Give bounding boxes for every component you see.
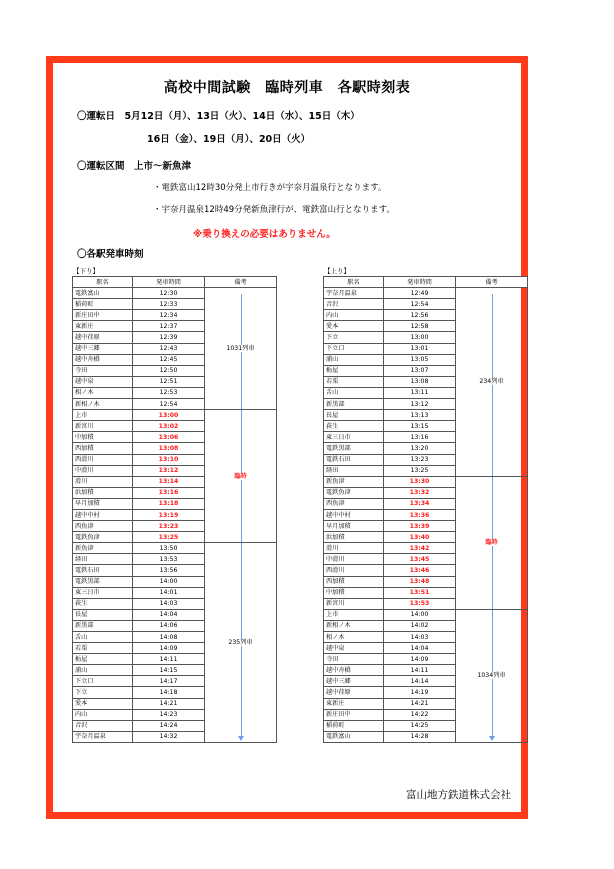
down-label: 【下り】 bbox=[73, 267, 99, 275]
departure-time: 13:25 bbox=[384, 465, 456, 476]
departure-time: 13:10 bbox=[133, 454, 205, 465]
remarks-cell bbox=[456, 476, 528, 609]
remarks-cell bbox=[205, 543, 277, 743]
departure-time: 14:11 bbox=[133, 654, 205, 665]
station-name: 越中荏原 bbox=[73, 332, 133, 343]
station-name: 越中荏原 bbox=[324, 687, 384, 698]
departure-time: 12:51 bbox=[133, 376, 205, 387]
departure-time: 14:11 bbox=[384, 665, 456, 676]
departure-time: 13:06 bbox=[133, 432, 205, 443]
station-name: 内山 bbox=[324, 310, 384, 321]
station-name: 新庄田中 bbox=[73, 310, 133, 321]
station-name: 電鉄魚津 bbox=[324, 487, 384, 498]
station-name: 宇奈月温泉 bbox=[324, 288, 384, 299]
header-station: 駅名 bbox=[324, 277, 384, 288]
header-station: 駅名 bbox=[73, 277, 133, 288]
station-name: 新黒部 bbox=[73, 620, 133, 631]
departure-time: 13:30 bbox=[384, 476, 456, 487]
station-name: 中加積 bbox=[324, 587, 384, 598]
departure-time: 14:23 bbox=[133, 709, 205, 720]
departure-time: 12:54 bbox=[133, 399, 205, 410]
station-name: 長屋 bbox=[73, 609, 133, 620]
departure-time: 13:48 bbox=[384, 576, 456, 587]
station-name: 舌山 bbox=[73, 632, 133, 643]
departure-time: 13:40 bbox=[384, 532, 456, 543]
page-title: 高校中間試験 臨時列車 各駅時刻表 bbox=[163, 80, 411, 96]
station-name: 寺田 bbox=[73, 365, 133, 376]
departure-time: 13:19 bbox=[133, 509, 205, 520]
operation-section: 〇運転区間 上市～新魚津 bbox=[77, 161, 192, 172]
departure-time: 14:28 bbox=[384, 731, 456, 742]
remarks-cell bbox=[456, 288, 528, 477]
no-transfer-notice: ※乗り換えの必要はありません。 bbox=[193, 229, 336, 240]
departure-time: 12:49 bbox=[384, 288, 456, 299]
departure-time: 13:08 bbox=[133, 443, 205, 454]
departure-time: 13:53 bbox=[384, 598, 456, 609]
station-name: 越中泉 bbox=[73, 376, 133, 387]
remarks-cell bbox=[205, 410, 277, 543]
departure-time: 14:02 bbox=[384, 620, 456, 631]
station-name: 新相ノ木 bbox=[324, 620, 384, 631]
station-name: 新宮川 bbox=[73, 421, 133, 432]
timetable-frame bbox=[46, 56, 528, 819]
table-row bbox=[324, 476, 528, 487]
station-name: 西魚津 bbox=[324, 498, 384, 509]
departure-time: 13:14 bbox=[133, 476, 205, 487]
down-timetable bbox=[72, 276, 277, 743]
station-name: 下立 bbox=[73, 687, 133, 698]
station-name: 新魚津 bbox=[73, 543, 133, 554]
departure-time: 13:08 bbox=[384, 376, 456, 387]
station-name: 荻生 bbox=[73, 598, 133, 609]
station-name: 舌山 bbox=[324, 387, 384, 398]
departure-time: 14:15 bbox=[133, 665, 205, 676]
times-heading: 〇各駅発車時刻 bbox=[77, 249, 144, 260]
station-name: 早月加積 bbox=[324, 521, 384, 532]
departure-time: 12:39 bbox=[133, 332, 205, 343]
departure-time: 13:56 bbox=[133, 565, 205, 576]
operation-days: 〇運転日 5月12日（月）、13日（火）、14日（水）、15日（木） bbox=[77, 111, 360, 122]
station-name: 愛本 bbox=[73, 698, 133, 709]
departure-time: 12:37 bbox=[133, 321, 205, 332]
station-name: 電鉄黒部 bbox=[73, 576, 133, 587]
departure-time: 13:20 bbox=[384, 443, 456, 454]
departure-time: 13:02 bbox=[133, 421, 205, 432]
station-name: 西魚津 bbox=[73, 521, 133, 532]
remarks-cell bbox=[456, 609, 528, 742]
departure-time: 13:25 bbox=[133, 532, 205, 543]
train-remark: 臨時 bbox=[485, 539, 498, 547]
departure-time: 13:23 bbox=[384, 454, 456, 465]
station-name: 中加積 bbox=[73, 432, 133, 443]
departure-time: 13:16 bbox=[384, 432, 456, 443]
station-name: 相ノ木 bbox=[324, 632, 384, 643]
station-name: 栃屋 bbox=[324, 365, 384, 376]
station-name: 音沢 bbox=[324, 299, 384, 310]
station-name: 愛本 bbox=[324, 321, 384, 332]
station-name: 電鉄富山 bbox=[73, 288, 133, 299]
departure-time: 12:50 bbox=[133, 365, 205, 376]
station-name: 下立口 bbox=[73, 676, 133, 687]
station-name: 電鉄黒部 bbox=[324, 443, 384, 454]
departure-time: 13:15 bbox=[384, 421, 456, 432]
station-name: 寺田 bbox=[324, 654, 384, 665]
departure-time: 12:58 bbox=[384, 321, 456, 332]
departure-time: 13:00 bbox=[133, 410, 205, 421]
departure-time: 14:09 bbox=[133, 643, 205, 654]
train-remark: 235列車 bbox=[228, 639, 253, 647]
station-name: 浦山 bbox=[324, 354, 384, 365]
header-time: 発車時間 bbox=[133, 277, 205, 288]
station-name: 荻生 bbox=[324, 421, 384, 432]
departure-time: 14:03 bbox=[133, 598, 205, 609]
departure-time: 13:34 bbox=[384, 498, 456, 509]
station-name: 中滑川 bbox=[73, 465, 133, 476]
station-name: 経田 bbox=[324, 465, 384, 476]
up-label: 【上り】 bbox=[324, 267, 350, 275]
departure-time: 13:46 bbox=[384, 565, 456, 576]
departure-time: 13:12 bbox=[384, 399, 456, 410]
station-name: 東三日市 bbox=[324, 432, 384, 443]
train-remark: 234列車 bbox=[479, 378, 504, 386]
departure-time: 13:13 bbox=[384, 410, 456, 421]
station-name: 新相ノ木 bbox=[73, 399, 133, 410]
departure-time: 13:53 bbox=[133, 554, 205, 565]
station-name: 越中舟橋 bbox=[73, 354, 133, 365]
departure-time: 14:21 bbox=[133, 698, 205, 709]
departure-time: 12:33 bbox=[133, 299, 205, 310]
departure-time: 14:03 bbox=[384, 632, 456, 643]
departure-time: 12:34 bbox=[133, 310, 205, 321]
station-name: 稲荷町 bbox=[73, 299, 133, 310]
station-name: 稲荷町 bbox=[324, 720, 384, 731]
station-name: 東新庄 bbox=[324, 698, 384, 709]
train-remark: 1031列車 bbox=[226, 345, 255, 353]
station-name: 若栗 bbox=[73, 643, 133, 654]
departure-time: 12:53 bbox=[133, 387, 205, 398]
departure-time: 14:00 bbox=[384, 609, 456, 620]
station-name: 電鉄石田 bbox=[324, 454, 384, 465]
departure-time: 12:43 bbox=[133, 343, 205, 354]
station-name: 越中三郷 bbox=[73, 343, 133, 354]
station-name: 新魚津 bbox=[324, 476, 384, 487]
departure-time: 13:16 bbox=[133, 487, 205, 498]
header-remarks: 備考 bbox=[456, 277, 528, 288]
departure-time: 14:04 bbox=[133, 609, 205, 620]
station-name: 電鉄魚津 bbox=[73, 532, 133, 543]
station-name: 中滑川 bbox=[324, 554, 384, 565]
station-name: 経田 bbox=[73, 554, 133, 565]
table-row bbox=[73, 410, 277, 421]
station-name: 浜加積 bbox=[324, 532, 384, 543]
header-time: 発車時間 bbox=[384, 277, 456, 288]
station-name: 越中中村 bbox=[324, 509, 384, 520]
remarks-cell bbox=[205, 288, 277, 410]
station-name: 新黒部 bbox=[324, 399, 384, 410]
station-name: 東三日市 bbox=[73, 587, 133, 598]
station-name: 浜加積 bbox=[73, 487, 133, 498]
station-name: 電鉄石田 bbox=[73, 565, 133, 576]
departure-time: 14:14 bbox=[384, 676, 456, 687]
station-name: 上市 bbox=[324, 609, 384, 620]
operation-days-cont: 16日（金）、19日（月）、20日（火） bbox=[147, 134, 311, 145]
note-down-train: ・電鉄富山12時30分発上市行きが宇奈月温泉行となります。 bbox=[153, 183, 387, 193]
departure-time: 13:11 bbox=[384, 387, 456, 398]
table-row bbox=[324, 288, 528, 299]
departure-time: 13:32 bbox=[384, 487, 456, 498]
station-name: 長屋 bbox=[324, 410, 384, 421]
station-name: 早月加積 bbox=[73, 498, 133, 509]
table-row bbox=[73, 288, 277, 299]
station-name: 東新庄 bbox=[73, 321, 133, 332]
departure-time: 12:30 bbox=[133, 288, 205, 299]
departure-time: 14:09 bbox=[384, 654, 456, 665]
station-name: 相ノ木 bbox=[73, 387, 133, 398]
station-name: 越中中村 bbox=[73, 509, 133, 520]
station-name: 西加積 bbox=[324, 576, 384, 587]
departure-time: 13:01 bbox=[384, 343, 456, 354]
departure-time: 13:51 bbox=[384, 587, 456, 598]
station-name: 下立口 bbox=[324, 343, 384, 354]
departure-time: 13:23 bbox=[133, 521, 205, 532]
company-name: 富山地方鉄道株式会社 bbox=[406, 789, 511, 801]
departure-time: 13:00 bbox=[384, 332, 456, 343]
station-name: 越中三郷 bbox=[324, 676, 384, 687]
station-name: 音沢 bbox=[73, 720, 133, 731]
train-remark: 1034列車 bbox=[477, 672, 506, 680]
station-name: 電鉄富山 bbox=[324, 731, 384, 742]
table-row bbox=[324, 609, 528, 620]
departure-time: 14:21 bbox=[384, 698, 456, 709]
departure-time: 13:07 bbox=[384, 365, 456, 376]
station-name: 宇奈月温泉 bbox=[73, 731, 133, 742]
header-remarks: 備考 bbox=[205, 277, 277, 288]
departure-time: 13:12 bbox=[133, 465, 205, 476]
station-name: 栃屋 bbox=[73, 654, 133, 665]
departure-time: 13:05 bbox=[384, 354, 456, 365]
up-timetable bbox=[323, 276, 528, 743]
note-up-train: ・宇奈月温泉12時49分発新魚津行が、電鉄富山行となります。 bbox=[153, 205, 395, 215]
departure-time: 12:45 bbox=[133, 354, 205, 365]
station-name: 新庄田中 bbox=[324, 709, 384, 720]
station-name: 越中泉 bbox=[324, 643, 384, 654]
departure-time: 14:17 bbox=[133, 676, 205, 687]
station-name: 新宮川 bbox=[324, 598, 384, 609]
station-name: 西滑川 bbox=[73, 454, 133, 465]
station-name: 越中舟橋 bbox=[324, 665, 384, 676]
departure-time: 14:25 bbox=[384, 720, 456, 731]
departure-time: 13:36 bbox=[384, 509, 456, 520]
departure-time: 13:50 bbox=[133, 543, 205, 554]
departure-time: 13:39 bbox=[384, 521, 456, 532]
departure-time: 14:00 bbox=[133, 576, 205, 587]
station-name: 内山 bbox=[73, 709, 133, 720]
departure-time: 14:08 bbox=[133, 632, 205, 643]
station-name: 滑川 bbox=[73, 476, 133, 487]
station-name: 若栗 bbox=[324, 376, 384, 387]
departure-time: 14:01 bbox=[133, 587, 205, 598]
departure-time: 14:24 bbox=[133, 720, 205, 731]
station-name: 滑川 bbox=[324, 543, 384, 554]
departure-time: 12:54 bbox=[384, 299, 456, 310]
table-row bbox=[73, 543, 277, 554]
station-name: 下立 bbox=[324, 332, 384, 343]
station-name: 西加積 bbox=[73, 443, 133, 454]
departure-time: 13:45 bbox=[384, 554, 456, 565]
departure-time: 14:22 bbox=[384, 709, 456, 720]
station-name: 上市 bbox=[73, 410, 133, 421]
departure-time: 14:19 bbox=[384, 687, 456, 698]
departure-time: 14:32 bbox=[133, 731, 205, 742]
station-name: 西滑川 bbox=[324, 565, 384, 576]
station-name: 浦山 bbox=[73, 665, 133, 676]
departure-time: 14:06 bbox=[133, 620, 205, 631]
train-remark: 臨時 bbox=[234, 472, 247, 480]
departure-time: 13:18 bbox=[133, 498, 205, 509]
departure-time: 14:18 bbox=[133, 687, 205, 698]
departure-time: 13:42 bbox=[384, 543, 456, 554]
departure-time: 14:04 bbox=[384, 643, 456, 654]
departure-time: 12:56 bbox=[384, 310, 456, 321]
